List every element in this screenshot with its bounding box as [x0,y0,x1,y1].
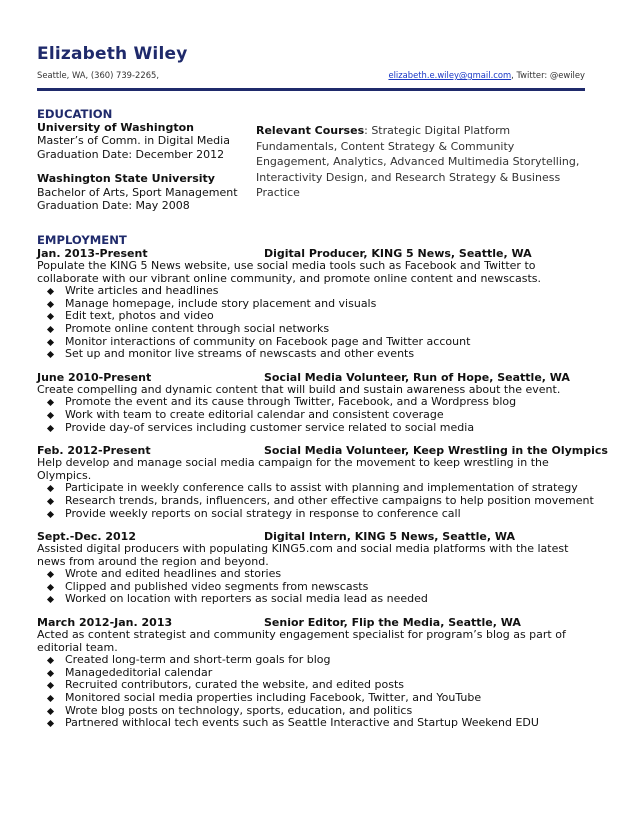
list-item [37,508,585,521]
job-title: Digital Producer, KING 5 News, Seattle, WA [264,247,532,260]
duty-text: Provide weekly reports on social strategy in response to conference call [65,506,461,520]
list-item [37,422,585,435]
twitter-handle: , Twitter: @ewiley [511,70,585,80]
job-description: Assisted digital producers with populating KING5.com and social media platforms with the latest news from around the region and beyond. [37,542,569,568]
school-degree: Master’s of Comm. in Digital Media [37,134,230,148]
duty-text: Research trends, brands, influencers, and other effective campaigns to help position movement [65,493,594,507]
bullet-icon [47,301,54,308]
education-schools [37,121,252,212]
duty-text: Monitor interactions of community on Facebook page and Twitter account [65,334,471,348]
bullet-icon [47,326,54,333]
job-header [37,530,585,543]
employment-heading: EMPLOYMENT [37,233,127,247]
job-header [37,444,608,458]
bullet-icon [47,485,54,492]
job-description: Create compelling and dynamic content that will build and sustain awareness about the event. [37,382,561,396]
job-entry [37,444,608,520]
courses-label: Relevant Courses [256,124,365,137]
bullet-icon [47,412,54,419]
job-duties [37,396,585,434]
duty-text: Clipped and published video segments from newscasts [65,579,369,593]
bullet-icon [47,351,54,358]
job-date: Sept.-Dec. 2012 [37,530,136,544]
employment-list [37,247,608,730]
job-entry [37,530,585,606]
contact-right [388,70,585,80]
duty-text: Provide day-of services including customer service related to social media [65,420,475,434]
list-item [37,593,585,606]
job-description: Populate the KING 5 News website, use social media tools such as Facebook and Twitter to collaborate with our vibrant online community, and promote online content and newscasts. [37,259,541,285]
duty-text: Managededitorial calendar [65,665,213,679]
job-date: March 2012-Jan. 2013 [37,616,173,630]
duty-text: Promote the event and its cause through Twitter, Facebook, and a Wordpress blog [65,395,517,409]
job-date: June 2010-Present [37,370,152,384]
school-name: University of Washington [37,121,195,134]
school-degree: Bachelor of Arts, Sport Management [37,185,238,199]
job-title: Social Media Volunteer, Run of Hope, Seattle, WA [264,370,570,384]
contact-info [37,70,585,84]
bullet-icon [47,708,54,715]
bullet-icon [47,498,54,505]
bullet-icon [47,720,54,727]
job-title: Social Media Volunteer, Keep Wrestling in the Olympics [264,444,608,458]
job-duties [37,654,585,730]
bullet-icon [47,339,54,346]
school-entry [37,121,252,161]
school-name: Washington State University [37,172,215,186]
bullet-icon [47,288,54,295]
job-entry [37,247,585,361]
job-header [37,616,585,629]
job-date: Feb. 2012-Present [37,444,151,458]
list-item [37,348,585,361]
job-title: Senior Editor, Flip the Media, Seattle, WA [264,616,521,630]
resume-page [37,44,608,730]
location-phone: Seattle, WA, (360) 739-2265, [37,70,160,80]
duty-text: Promote online content through social networks [65,321,330,335]
duty-text: Participate in weekly conference calls to assist with planning and implementation of strategy [65,481,578,495]
duty-text: Manage homepage, include story placement and visuals [65,296,377,310]
bullet-icon [47,399,54,406]
job-duties [37,568,585,606]
relevant-courses [256,123,586,201]
school-entry [37,172,252,212]
bullet-icon [47,596,54,603]
bullet-icon [47,571,54,578]
duty-text: Edit text, photos and video [65,309,214,323]
duty-text: Created long-term and short-term goals for blog [65,653,331,667]
bullet-icon [47,510,54,517]
school-graduation: Graduation Date: May 2008 [37,199,190,213]
job-duties [37,481,594,520]
duty-text: Set up and monitor live streams of newscasts and other events [65,347,415,361]
job-entry [37,616,585,730]
bullet-icon [47,424,54,431]
duty-text: Recruited contributors, curated the website, and edited posts [65,678,405,692]
duty-text: Work with team to create editorial calendar and consistent coverage [65,407,444,421]
email-link[interactable]: elizabeth.e.wiley@gmail.com [388,70,512,80]
job-duties [37,285,585,361]
header-divider [37,88,585,91]
job-title: Digital Intern, KING 5 News, Seattle, WA [264,530,515,544]
job-date: Jan. 2013-Present [37,247,148,260]
bullet-icon [47,670,54,677]
duty-text: Wrote and edited headlines and stories [65,567,282,581]
duty-text: Worked on location with reporters as social media lead as needed [65,592,428,606]
job-description: Acted as content strategist and community engagement specialist for program’s blog as part of editorial team. [37,628,566,654]
job-header [37,371,585,384]
job-entry [37,371,585,434]
education-section [37,121,585,225]
courses-list: : Strategic Digital Platform Fundamentals, Content Strategy & Community Engagement, Analytics, Advanced Multimedia Storytelling, Interactivity Design, and Research Strategy & Business Practice [256,124,580,200]
duty-text: Monitored social media properties including Facebook, Twitter, and YouTube [65,691,482,705]
bullet-icon [47,313,54,320]
bullet-icon [47,682,54,689]
duty-text: Partnered withlocal tech events such as Seattle Interactive and Startup Weekend EDU [65,716,539,730]
duty-text: Write articles and headlines [65,284,219,298]
job-header [37,247,585,260]
job-description: Help develop and manage social media campaign for the movement to keep wrestling in the Olympics. [37,456,549,482]
bullet-icon [47,695,54,702]
bullet-icon [47,657,54,664]
education-heading: EDUCATION [37,107,113,121]
school-graduation: Graduation Date: December 2012 [37,147,225,161]
duty-text: Wrote blog posts on technology, sports, education, and politics [65,703,413,717]
candidate-name: Elizabeth Wiley [37,44,188,64]
bullet-icon [47,584,54,591]
list-item [37,717,585,730]
